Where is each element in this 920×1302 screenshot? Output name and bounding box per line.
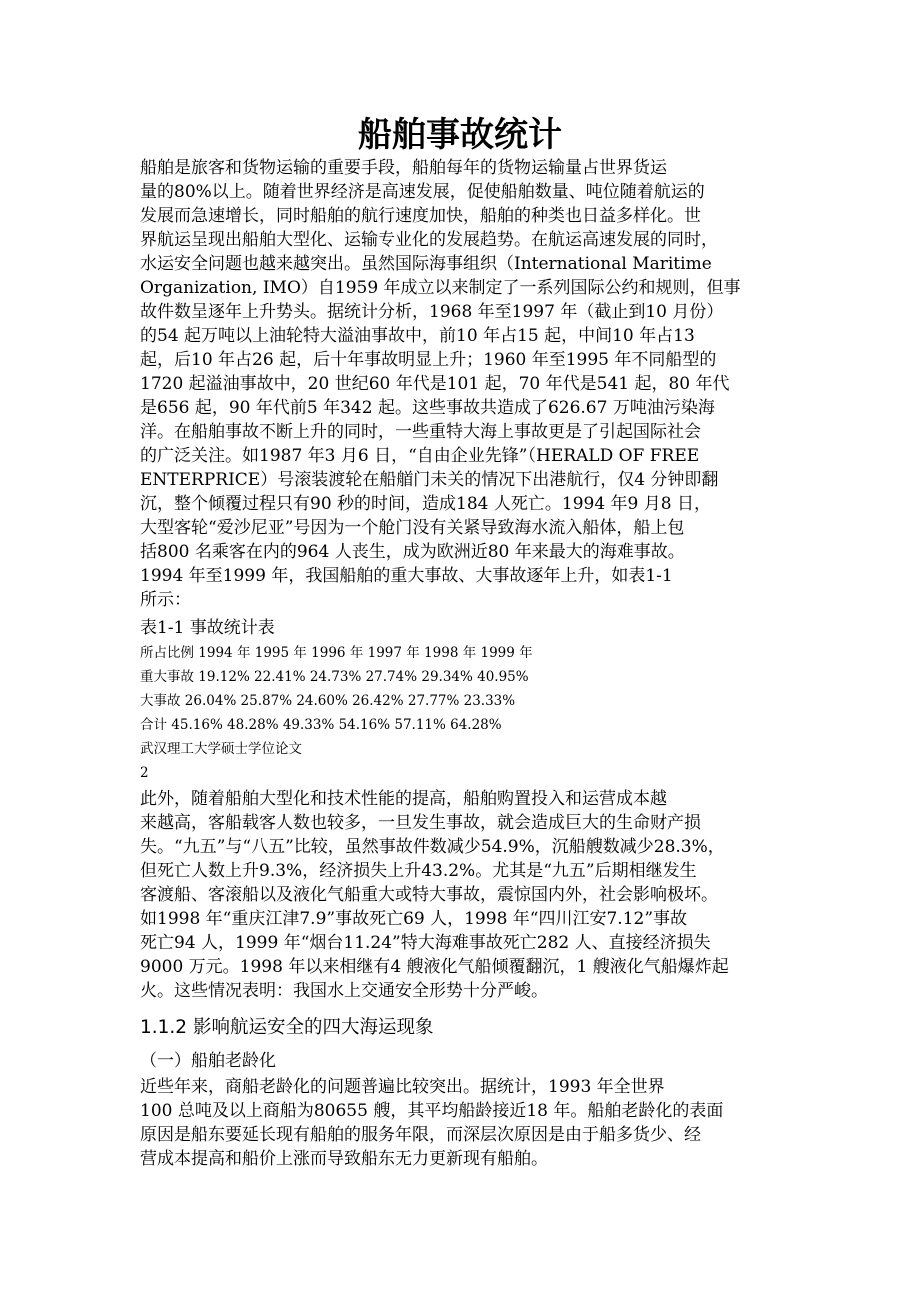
para2-line: 9000 万元。1998 年以来相继有4 艘液化气船倾覆翻沉，1 艘液化气船爆炸起 bbox=[140, 957, 729, 977]
para1-line: 的广泛关注。如1987 年3 月6 日，“自由企业先锋”（HERALD OF FREE bbox=[140, 446, 700, 466]
page-title: 船舶事故统计 bbox=[358, 115, 562, 155]
table-row: 大事故 26.04% 25.87% 24.60% 26.42% 27.77% 23.33% bbox=[140, 693, 516, 709]
table-row: 合计 45.16% 48.28% 49.33% 54.16% 57.11% 64.28% bbox=[140, 717, 502, 733]
para2-line: 此外，随着船舶大型化和技术性能的提高，船舶购置投入和运营成本越 bbox=[140, 789, 667, 809]
para1-line: 起，后10 年占26 起，后十年事故明显上升；1960 年至1995 年不同船型的 bbox=[140, 350, 717, 370]
para3-line: 营成本提高和船价上涨而导致船东无力更新现有船舶。 bbox=[140, 1149, 548, 1169]
para1-line: 洋。在船舶事故不断上升的同时，一些重特大海上事故更是了引起国际社会 bbox=[140, 422, 701, 442]
table-row: 所占比例 1994 年 1995 年 1996 年 1997 年 1998 年 1999 年 bbox=[140, 645, 533, 661]
para1-line: ENTERPRICE）号滚装渡轮在船艏门未关的情况下出港航行，仅4 分钟即翻 bbox=[140, 470, 719, 490]
para1-line: 的54 起万吨以上油轮特大溢油事故中，前10 年占15 起，中间10 年占13 bbox=[140, 326, 695, 346]
table-row: 重大事故 19.12% 22.41% 24.73% 27.74% 29.34% 40.95% bbox=[140, 669, 529, 685]
para1-line: 所示： bbox=[140, 590, 191, 610]
para1-line: 量的80%以上。随着世界经济是高速发展，促使船舶数量、吨位随着航运的 bbox=[140, 182, 705, 202]
para2-line: 失。“九五”与“八五”比较，虽然事故件数减少54.9%，沉船艘数减少28.3%， bbox=[140, 837, 725, 857]
para1-line: 沉，整个倾覆过程只有90 秒的时间，造成184 人死亡。1994 年9 月8 日， bbox=[140, 494, 711, 514]
para1-line: 界航运呈现出船舶大型化、运输专业化的发展趋势。在航运高速发展的同时， bbox=[140, 230, 718, 250]
para1-line: 故件数呈逐年上升势头。据统计分析，1968 年至1997 年（截止到10 月份） bbox=[140, 302, 724, 322]
para2-line: 死亡94 人，1999 年“烟台11.24”特大海难事故死亡282 人、直接经济损失 bbox=[140, 933, 711, 953]
para1-line: 是656 起，90 年代前5 年342 起。这些事故共造成了626.67 万吨油污染海 bbox=[140, 398, 715, 418]
para1-line: 括800 名乘客在内的964 人丧生，成为欧洲近80 年来最大的海难事故。 bbox=[140, 542, 685, 562]
page-number: 2 bbox=[140, 765, 149, 781]
para1-line: 船舶是旅客和货物运输的重要手段，船舶每年的货物运输量占世界货运 bbox=[140, 158, 667, 178]
subsection-heading: （一）船舶老龄化 bbox=[140, 1051, 276, 1071]
table-caption: 表1-1 事故统计表 bbox=[140, 618, 275, 638]
para1-line: 大型客轮“爱沙尼亚”号因为一个舱门没有关紧导致海水流入船体，船上包 bbox=[140, 518, 685, 538]
para2-line: 火。这些情况表明：我国水上交通安全形势十分严峻。 bbox=[140, 981, 548, 1001]
section-heading: 1.1.2 影响航运安全的四大海运现象 bbox=[140, 1017, 434, 1038]
para3-line: 原因是船东要延长现有船舶的服务年限，而深层次原因是由于船多货少、经 bbox=[140, 1125, 701, 1145]
para1-line: 1720 起溢油事故中，20 世纪60 年代是101 起，70 年代是541 起，80 年代 bbox=[140, 374, 730, 394]
para2-line: 但死亡人数上升9.3%，经济损失上升43.2%。尤其是“九五”后期相继发生 bbox=[140, 861, 697, 881]
para1-line: 1994 年至1999 年，我国船舶的重大事故、大事故逐年上升，如表1-1 bbox=[140, 566, 673, 586]
para2-line: 客渡船、客滚船以及液化气船重大或特大事故，震惊国内外，社会影响极坏。 bbox=[140, 885, 718, 905]
para1-line: 发展而急速增长，同时船舶的航行速度加快，船舶的种类也日益多样化。世 bbox=[140, 206, 701, 226]
footer-school: 武汉理工大学硕士学位论文 bbox=[140, 741, 302, 757]
para2-line: 来越高，客船载客人数也较多，一旦发生事故，就会造成巨大的生命财产损 bbox=[140, 813, 701, 833]
para3-line: 100 总吨及以上商船为80655 艘，其平均船龄接近18 年。船舶老龄化的表面 bbox=[140, 1101, 724, 1121]
para2-line: 如1998 年“重庆江津7.9”事故死亡69 人，1998 年“四川江安7.12”事故 bbox=[140, 909, 688, 929]
para3-line: 近些年来，商船老龄化的问题普遍比较突出。据统计，1993 年全世界 bbox=[140, 1077, 665, 1097]
para1-line: Organization, IMO）自1959 年成立以来制定了一系列国际公约和规则，但事 bbox=[140, 278, 741, 298]
para1-line: 水运安全问题也越来越突出。虽然国际海事组织（International Maritime bbox=[140, 254, 712, 274]
